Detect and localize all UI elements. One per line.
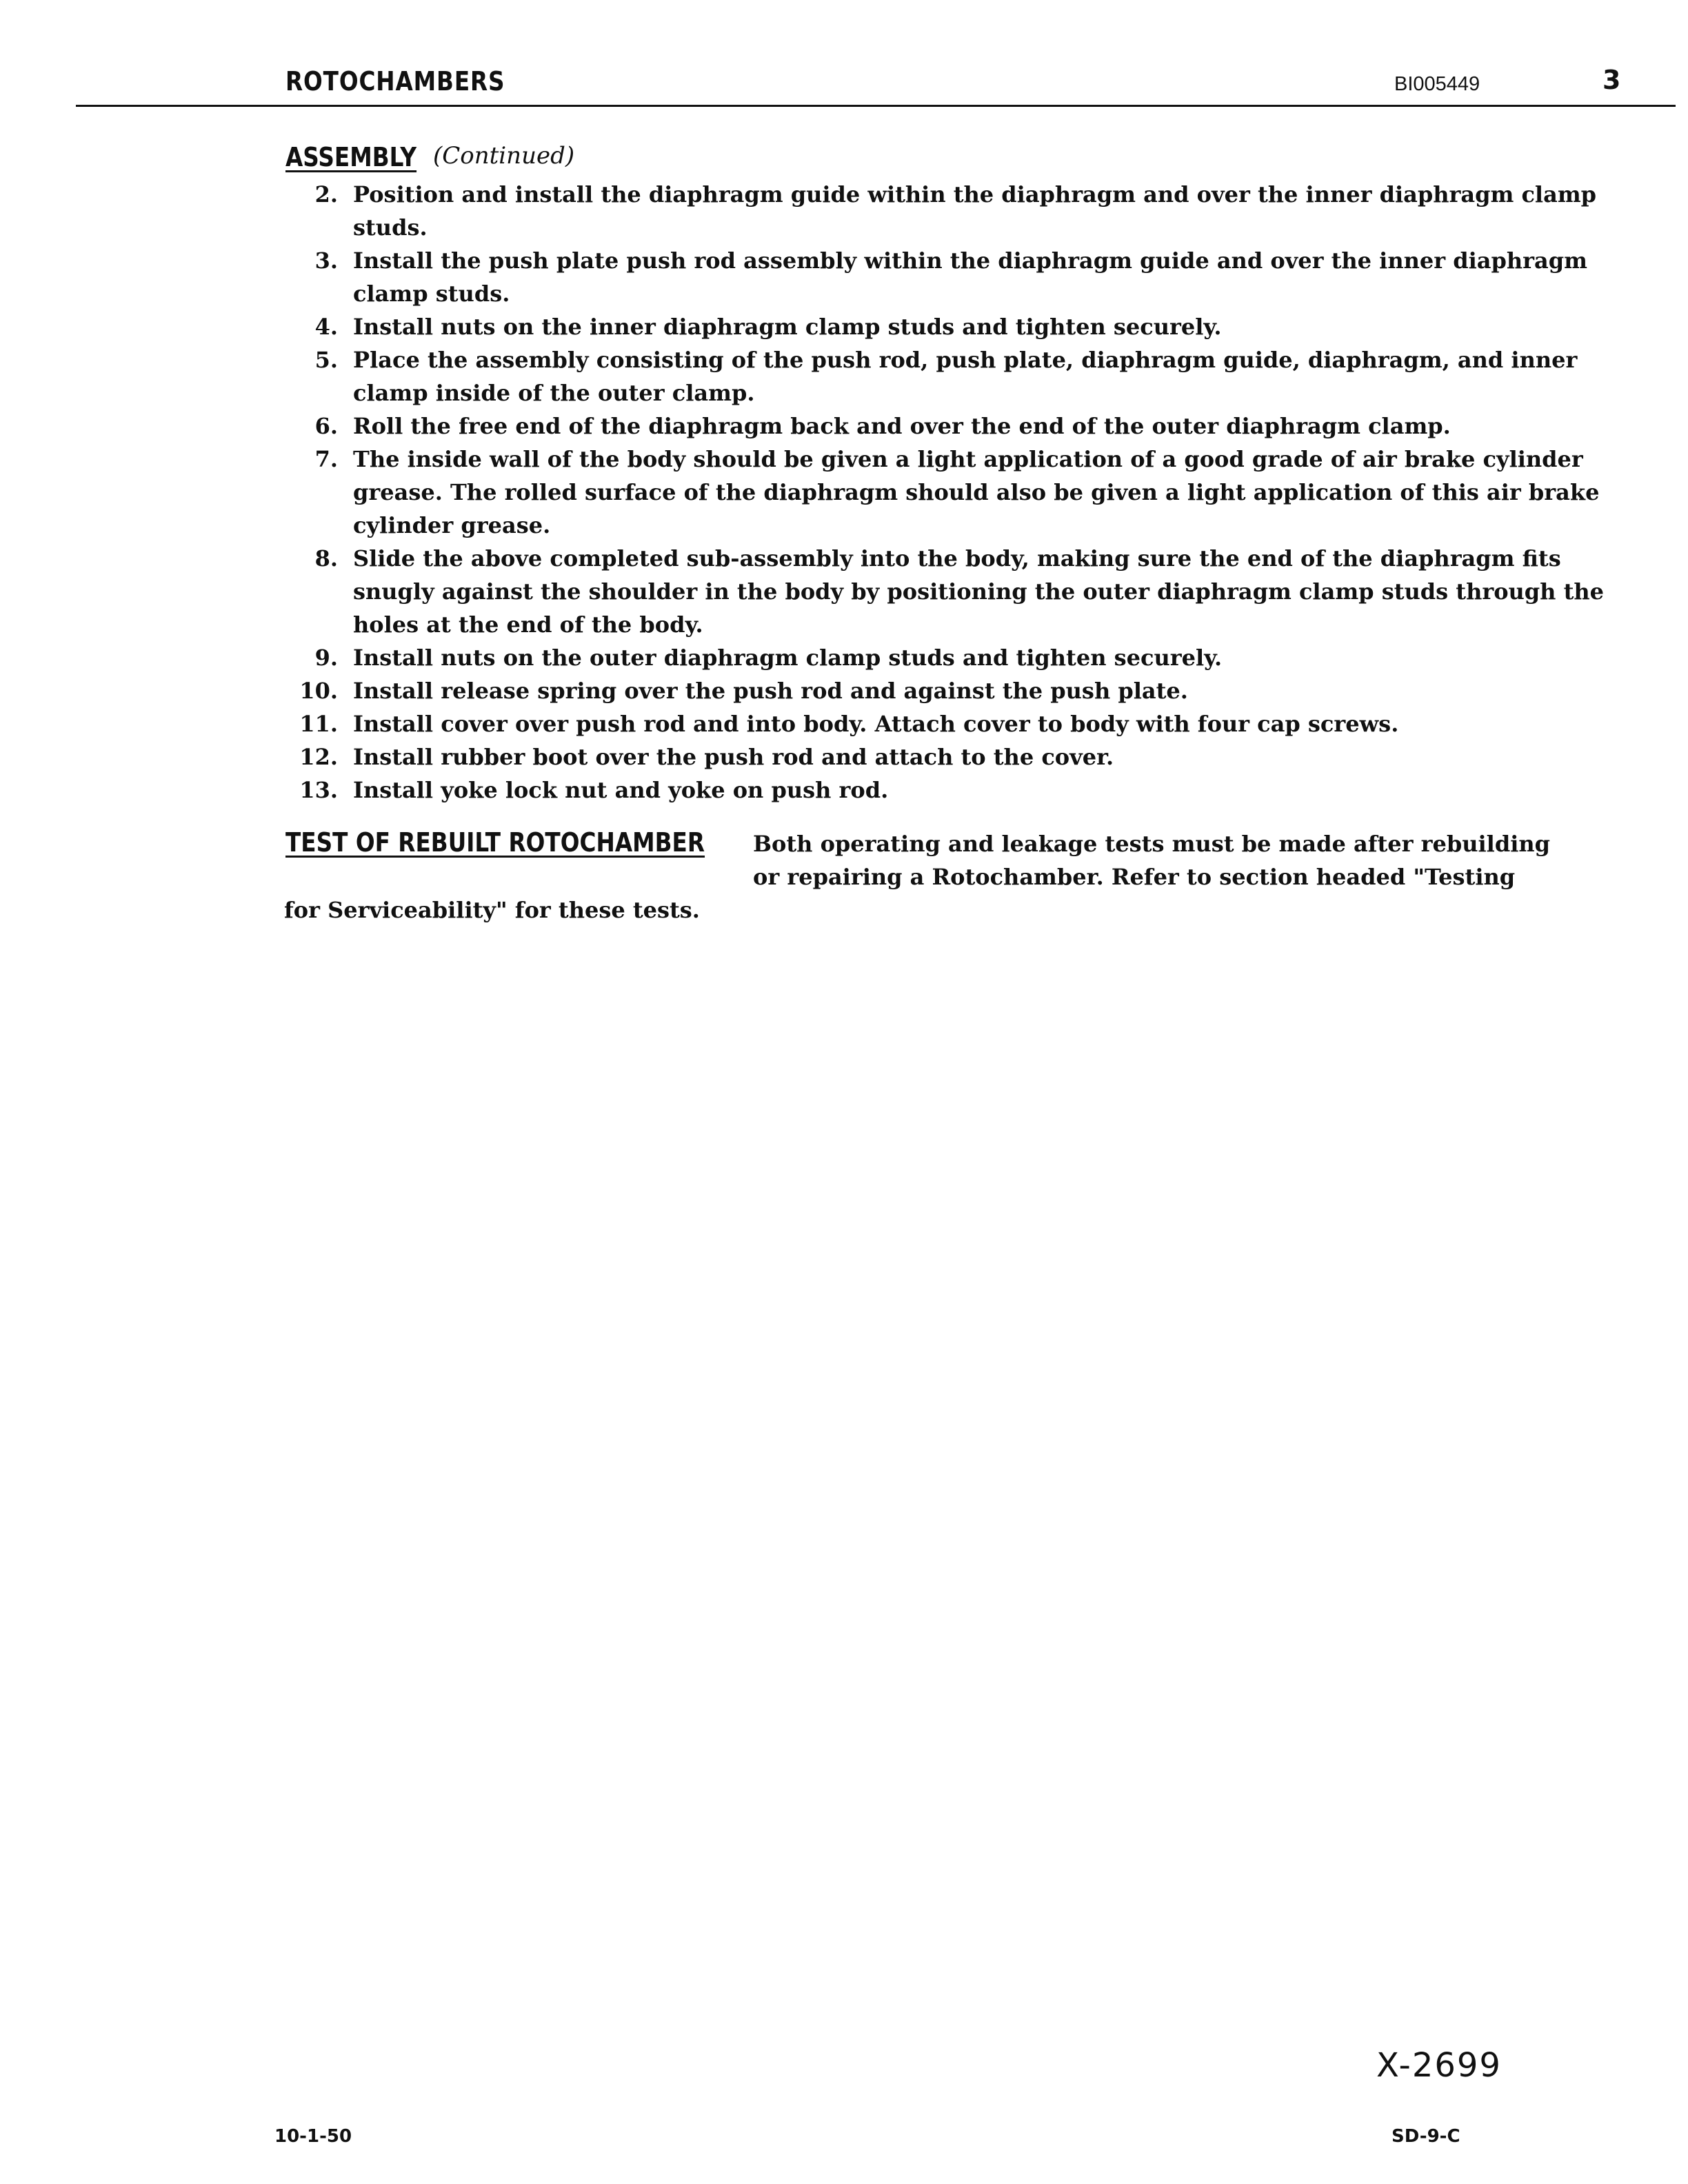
step-number: 12. [299, 744, 338, 770]
running-header-title: ROTOCHAMBERS [285, 66, 505, 97]
step-number: 10. [299, 678, 338, 704]
step-number: 11. [299, 711, 338, 737]
step-text: Roll the free end of the diaphragm back and over the end of the outer diaphragm clamp. [353, 413, 1451, 439]
footer-code: SD-9-C [1391, 2126, 1460, 2147]
step-number: 3. [314, 247, 338, 274]
assembly-steps-list [299, 178, 1631, 807]
step-text: Install release spring over the push rod and against the push plate. [353, 678, 1188, 704]
step-text: Install rubber boot over the push rod and attach to the cover. [353, 744, 1114, 770]
footer-date: 10-1-50 [274, 2126, 352, 2147]
step-text: Place the assembly consisting of the push rod, push plate, diaphragm guide, diaphragm, and inner clamp inside of the outer clamp. [353, 347, 1578, 406]
header-rule [76, 105, 1676, 107]
list-item [314, 443, 1631, 542]
test-text-line-2: or repairing a Rotochamber. Refer to section headed "Testing [753, 864, 1516, 890]
list-item [299, 674, 1631, 707]
step-text: Install yoke lock nut and yoke on push rod. [353, 777, 889, 803]
page-number: 3 [1602, 65, 1621, 95]
step-text: Install cover over push rod and into body. Attach cover to body with four cap screws. [353, 711, 1399, 737]
list-item [314, 244, 1631, 310]
step-number: 6. [314, 413, 338, 439]
assembly-subheading: (Continued) [433, 142, 575, 170]
step-number: 4. [314, 314, 338, 340]
list-item [299, 740, 1631, 774]
step-text: The inside wall of the body should be given a light application of a good grade of air brake cylinder grease. The rolled surface of the diaphragm should also be given a light application of this air brake cylinder grease. [353, 446, 1600, 538]
step-number: 13. [299, 777, 338, 803]
step-text: Install nuts on the inner diaphragm clamp studs and tighten securely. [353, 314, 1222, 340]
step-number: 9. [314, 645, 338, 671]
document-number: X-2699 [1376, 2046, 1502, 2085]
document-id: BI005449 [1394, 73, 1480, 95]
test-text-line-1: Both operating and leakage tests must be made after rebuilding [753, 831, 1550, 857]
list-item [299, 774, 1631, 807]
list-item [314, 641, 1631, 674]
step-number: 5. [314, 347, 338, 373]
list-item [314, 410, 1631, 443]
list-item [314, 343, 1631, 410]
step-text: Position and install the diaphragm guide within the diaphragm and over the inner diaphragm clamp studs. [353, 181, 1597, 241]
list-item [299, 707, 1631, 740]
test-text-line-3: for Serviceability" for these tests. [284, 897, 700, 923]
list-item [314, 542, 1631, 641]
list-item [314, 178, 1631, 244]
assembly-heading: ASSEMBLY [285, 142, 417, 172]
test-heading: TEST OF REBUILT ROTOCHAMBER [285, 827, 705, 858]
step-text: Slide the above completed sub-assembly into the body, making sure the end of the diaphragm fits snugly against the shoulder in the body by positioning the outer diaphragm clamp studs through the holes at the end of the body. [353, 545, 1604, 638]
step-number: 2. [314, 181, 338, 208]
step-text: Install the push plate push rod assembly within the diaphragm guide and over the inner diaphragm clamp studs. [353, 247, 1587, 307]
step-number: 8. [314, 545, 338, 572]
step-text: Install nuts on the outer diaphragm clamp studs and tighten securely. [353, 645, 1223, 671]
step-number: 7. [314, 446, 338, 472]
list-item [314, 310, 1631, 343]
